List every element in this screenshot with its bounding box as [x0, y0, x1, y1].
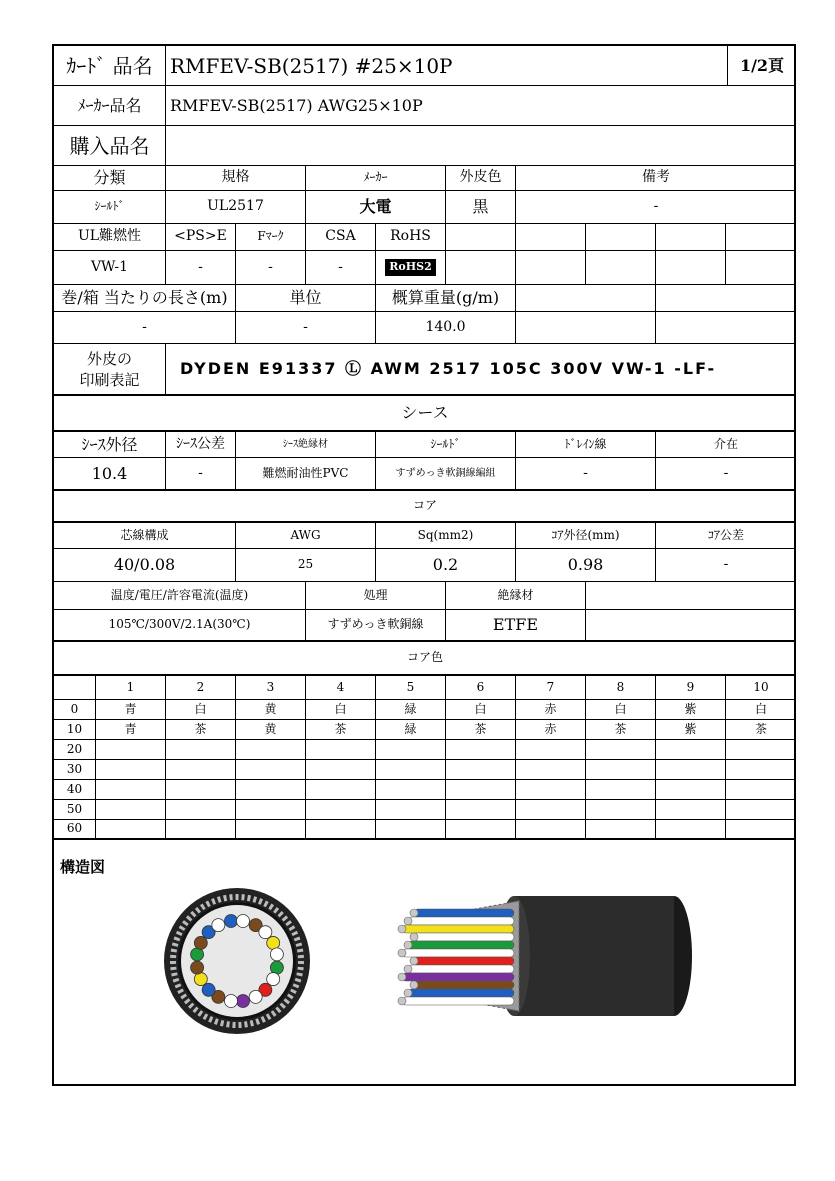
color-cell [446, 820, 516, 840]
color-cell [376, 780, 446, 800]
color-cell: 白 [306, 700, 376, 720]
side-wire-end [404, 941, 412, 949]
cross-conductor [270, 948, 283, 961]
color-cell [96, 740, 166, 760]
cross-conductor [191, 961, 204, 974]
color-cell: 緑 [376, 700, 446, 720]
core-section-title: コア [54, 491, 796, 523]
sheath-header-shield: ｼｰﾙﾄﾞ [376, 432, 516, 458]
side-view-wires [398, 909, 514, 1005]
side-wire-end [398, 925, 406, 933]
length-header: 巻/箱 当たりの長さ(m) [54, 285, 236, 312]
std-header-rohs: RoHS [376, 224, 446, 251]
side-wire-end [410, 909, 418, 917]
color-table-corner [54, 676, 96, 700]
sheath-header-drain: ﾄﾞﾚｲﾝ線 [516, 432, 656, 458]
core-header-insulation: 絶縁材 [446, 582, 586, 610]
class-value-jacket-color: 黒 [446, 191, 516, 224]
sheath-value-tolerance: - [166, 458, 236, 491]
std-header-csa: CSA [306, 224, 376, 251]
color-cell [306, 780, 376, 800]
side-wire [414, 933, 514, 941]
color-cell [306, 760, 376, 780]
color-row-label: 30 [54, 760, 96, 780]
length-header-blank-2 [656, 285, 796, 312]
page-number: 1/2頁 [728, 46, 796, 86]
color-col-header: 7 [516, 676, 586, 700]
cable-spec-sheet [52, 44, 796, 1086]
length-value: - [54, 312, 236, 344]
class-header-standard: 規格 [166, 166, 306, 191]
core-header-strand: 芯線構成 [54, 523, 236, 549]
purchase-name-value [166, 126, 796, 166]
sheath-value-od: 10.4 [54, 458, 166, 491]
color-cell: 紫 [656, 720, 726, 740]
cable-cross-section [162, 886, 312, 1036]
side-wire-end [404, 965, 412, 973]
color-cell [516, 820, 586, 840]
side-wire-end [404, 989, 412, 997]
card-name-label: ｶｰﾄﾞ 品名 [54, 46, 166, 86]
std-value-csa: - [306, 251, 376, 285]
color-cell [516, 780, 586, 800]
weight-header: 概算重量(g/m) [376, 285, 516, 312]
unit-header: 単位 [236, 285, 376, 312]
color-cell: 茶 [306, 720, 376, 740]
color-cell [96, 800, 166, 820]
cross-conductor [194, 936, 207, 949]
core-value-strand: 40/0.08 [54, 549, 236, 582]
sheath-value-insulation: 難燃耐油性PVC [236, 458, 376, 491]
std-value-ul: VW-1 [54, 251, 166, 285]
color-cell [726, 780, 796, 800]
std-header-blank-4 [656, 224, 726, 251]
color-cell: 緑 [376, 720, 446, 740]
color-col-header: 5 [376, 676, 446, 700]
color-cell [166, 760, 236, 780]
sheath-section-title: シース [54, 396, 796, 432]
color-cell: 白 [446, 700, 516, 720]
color-col-header: 2 [166, 676, 236, 700]
std-value-blank-4 [656, 251, 726, 285]
side-wire-end [410, 957, 418, 965]
std-value-pse: - [166, 251, 236, 285]
color-cell [376, 740, 446, 760]
color-cell [236, 740, 306, 760]
color-cell [236, 760, 306, 780]
cross-conductor [237, 915, 250, 928]
color-row-label: 40 [54, 780, 96, 800]
cross-conductor [225, 915, 238, 928]
core-header-sq: Sq(mm2) [376, 523, 516, 549]
sheath-value-drain: - [516, 458, 656, 491]
core-value-od: 0.98 [516, 549, 656, 582]
class-header-category: 分類 [54, 166, 166, 191]
color-cell: 赤 [516, 720, 586, 740]
weight-value: 140.0 [376, 312, 516, 344]
color-cell [446, 800, 516, 820]
color-cell [96, 760, 166, 780]
side-wire-end [410, 981, 418, 989]
maker-name-label: ﾒｰｶｰ品名 [54, 86, 166, 126]
color-cell [586, 740, 656, 760]
std-value-rohs [376, 251, 446, 285]
color-cell [656, 760, 726, 780]
color-col-header: 4 [306, 676, 376, 700]
color-cell [446, 760, 516, 780]
core-value-insulation: ETFE [446, 610, 586, 642]
class-value-category: ｼｰﾙﾄﾞ [54, 191, 166, 224]
color-cell: 茶 [446, 720, 516, 740]
color-cell: 青 [96, 700, 166, 720]
cross-conductor [237, 995, 250, 1008]
side-wire-end [398, 949, 406, 957]
color-row-label: 0 [54, 700, 96, 720]
color-cell: 茶 [726, 720, 796, 740]
color-cell [446, 740, 516, 760]
side-wire-end [398, 973, 406, 981]
cross-conductor [202, 983, 215, 996]
color-cell [446, 780, 516, 800]
color-cell [166, 780, 236, 800]
core-value-tolerance: - [656, 549, 796, 582]
color-cell [726, 800, 796, 820]
print-label-line1: 外皮の [86, 350, 132, 368]
sheath-value-shield: すずめっき軟銅線編組 [376, 458, 516, 491]
side-wire-end [398, 997, 406, 1005]
color-row-label: 10 [54, 720, 96, 740]
class-header-maker: ﾒｰｶｰ [306, 166, 446, 191]
color-cell [306, 800, 376, 820]
core-value-treatment: すずめっき軟銅線 [306, 610, 446, 642]
color-col-header: 1 [96, 676, 166, 700]
color-cell: 白 [586, 700, 656, 720]
std-value-blank-2 [516, 251, 586, 285]
color-cell [166, 820, 236, 840]
color-cell [726, 820, 796, 840]
color-cell [726, 740, 796, 760]
color-cell: 白 [726, 700, 796, 720]
cable-side-view [344, 891, 704, 1021]
color-cell [236, 820, 306, 840]
length-header-blank-1 [516, 285, 656, 312]
color-col-header: 3 [236, 676, 306, 700]
side-wire [402, 949, 514, 957]
std-header-blank-2 [516, 224, 586, 251]
color-cell [586, 780, 656, 800]
print-label [54, 344, 166, 396]
core-value-blank [586, 610, 796, 642]
side-wire [408, 965, 514, 973]
color-cell: 黄 [236, 720, 306, 740]
std-header-blank-3 [586, 224, 656, 251]
cross-conductor [267, 973, 280, 986]
core-header-temp: 温度/電圧/許容電流(温度) [54, 582, 306, 610]
cross-conductor [194, 973, 207, 986]
std-header-pse: <PS>E [166, 224, 236, 251]
sheath-header-filler: 介在 [656, 432, 796, 458]
color-cell [656, 800, 726, 820]
color-col-header: 8 [586, 676, 656, 700]
color-row-label: 50 [54, 800, 96, 820]
color-cell [236, 800, 306, 820]
std-header-blank-1 [446, 224, 516, 251]
color-col-header: 10 [726, 676, 796, 700]
color-cell: 茶 [586, 720, 656, 740]
color-cell [586, 800, 656, 820]
color-cell [236, 780, 306, 800]
color-cell [376, 800, 446, 820]
side-wire [402, 925, 514, 933]
color-cell [376, 760, 446, 780]
side-wire [408, 941, 514, 949]
side-wire [408, 917, 514, 925]
color-cell [656, 740, 726, 760]
color-cell [376, 820, 446, 840]
core-header-treatment: 処理 [306, 582, 446, 610]
class-value-standard: UL2517 [166, 191, 306, 224]
color-cell [516, 740, 586, 760]
color-cell [306, 820, 376, 840]
core-header-blank [586, 582, 796, 610]
color-row-label: 20 [54, 740, 96, 760]
side-wire [414, 957, 514, 965]
cross-conductor [191, 948, 204, 961]
cross-conductor [212, 919, 225, 932]
core-value-sq: 0.2 [376, 549, 516, 582]
std-header-fmark: Fﾏｰｸ [236, 224, 306, 251]
std-header-ul: UL難燃性 [54, 224, 166, 251]
std-value-blank-5 [726, 251, 796, 285]
sheath-header-od: ｼｰｽ外径 [54, 432, 166, 458]
color-cell [586, 820, 656, 840]
print-label-line2: 印刷表記 [79, 370, 140, 389]
core-color-section-title: コア色 [54, 642, 796, 676]
unit-value: - [236, 312, 376, 344]
color-cell [586, 760, 656, 780]
color-cell [166, 800, 236, 820]
color-cell [726, 760, 796, 780]
jacket-body [514, 896, 674, 1016]
color-cell [96, 780, 166, 800]
core-header-awg: AWG [236, 523, 376, 549]
cross-conductor [270, 961, 283, 974]
cross-conductor [249, 990, 262, 1003]
print-text: DYDEN E91337 Ⓛ AWM 2517 105C 300V VW-1 -LF- [166, 344, 796, 396]
color-cell [516, 800, 586, 820]
std-header-blank-5 [726, 224, 796, 251]
class-header-jacket-color: 外皮色 [446, 166, 516, 191]
side-wire [408, 989, 514, 997]
color-col-header: 9 [656, 676, 726, 700]
length-value-blank-2 [656, 312, 796, 344]
cross-conductor [259, 926, 272, 939]
color-cell: 白 [166, 700, 236, 720]
color-cell [306, 740, 376, 760]
side-wire-end [404, 917, 412, 925]
color-cell: 茶 [166, 720, 236, 740]
color-cell [656, 820, 726, 840]
cross-conductor [225, 995, 238, 1008]
color-col-header: 6 [446, 676, 516, 700]
color-cell: 紫 [656, 700, 726, 720]
core-value-temp: 105℃/300V/2.1A(30℃) [54, 610, 306, 642]
core-header-od: ｺｱ外径(mm) [516, 523, 656, 549]
side-wire [414, 909, 514, 917]
class-header-remarks: 備考 [516, 166, 796, 191]
color-cell [656, 780, 726, 800]
color-cell [96, 820, 166, 840]
class-value-remarks: - [516, 191, 796, 224]
std-value-fmark: - [236, 251, 306, 285]
side-wire-end [410, 933, 418, 941]
card-name-value: RMFEV-SB(2517) #25×10P [166, 46, 728, 86]
side-wire [402, 973, 514, 981]
maker-name-value: RMFEV-SB(2517) AWG25×10P [166, 86, 796, 126]
cross-conductor [267, 936, 280, 949]
purchase-name-label: 購入品名 [54, 126, 166, 166]
color-cell [166, 740, 236, 760]
color-cell: 黄 [236, 700, 306, 720]
side-wire [414, 981, 514, 989]
length-value-blank-1 [516, 312, 656, 344]
core-value-awg: 25 [236, 549, 376, 582]
class-value-maker: 大電 [306, 191, 446, 224]
color-cell [516, 760, 586, 780]
std-value-blank-3 [586, 251, 656, 285]
side-wire [402, 997, 514, 1005]
core-header-tolerance: ｺｱ公差 [656, 523, 796, 549]
std-value-blank-1 [446, 251, 516, 285]
sheath-header-tolerance: ｼｰｽ公差 [166, 432, 236, 458]
structure-title: 構造図 [60, 858, 106, 876]
color-row-label: 60 [54, 820, 96, 840]
sheath-header-insulation: ｼｰｽ絶縁材 [236, 432, 376, 458]
color-cell: 青 [96, 720, 166, 740]
rohs2-badge: RoHS2 [385, 259, 435, 275]
color-cell: 赤 [516, 700, 586, 720]
sheath-value-filler: - [656, 458, 796, 491]
